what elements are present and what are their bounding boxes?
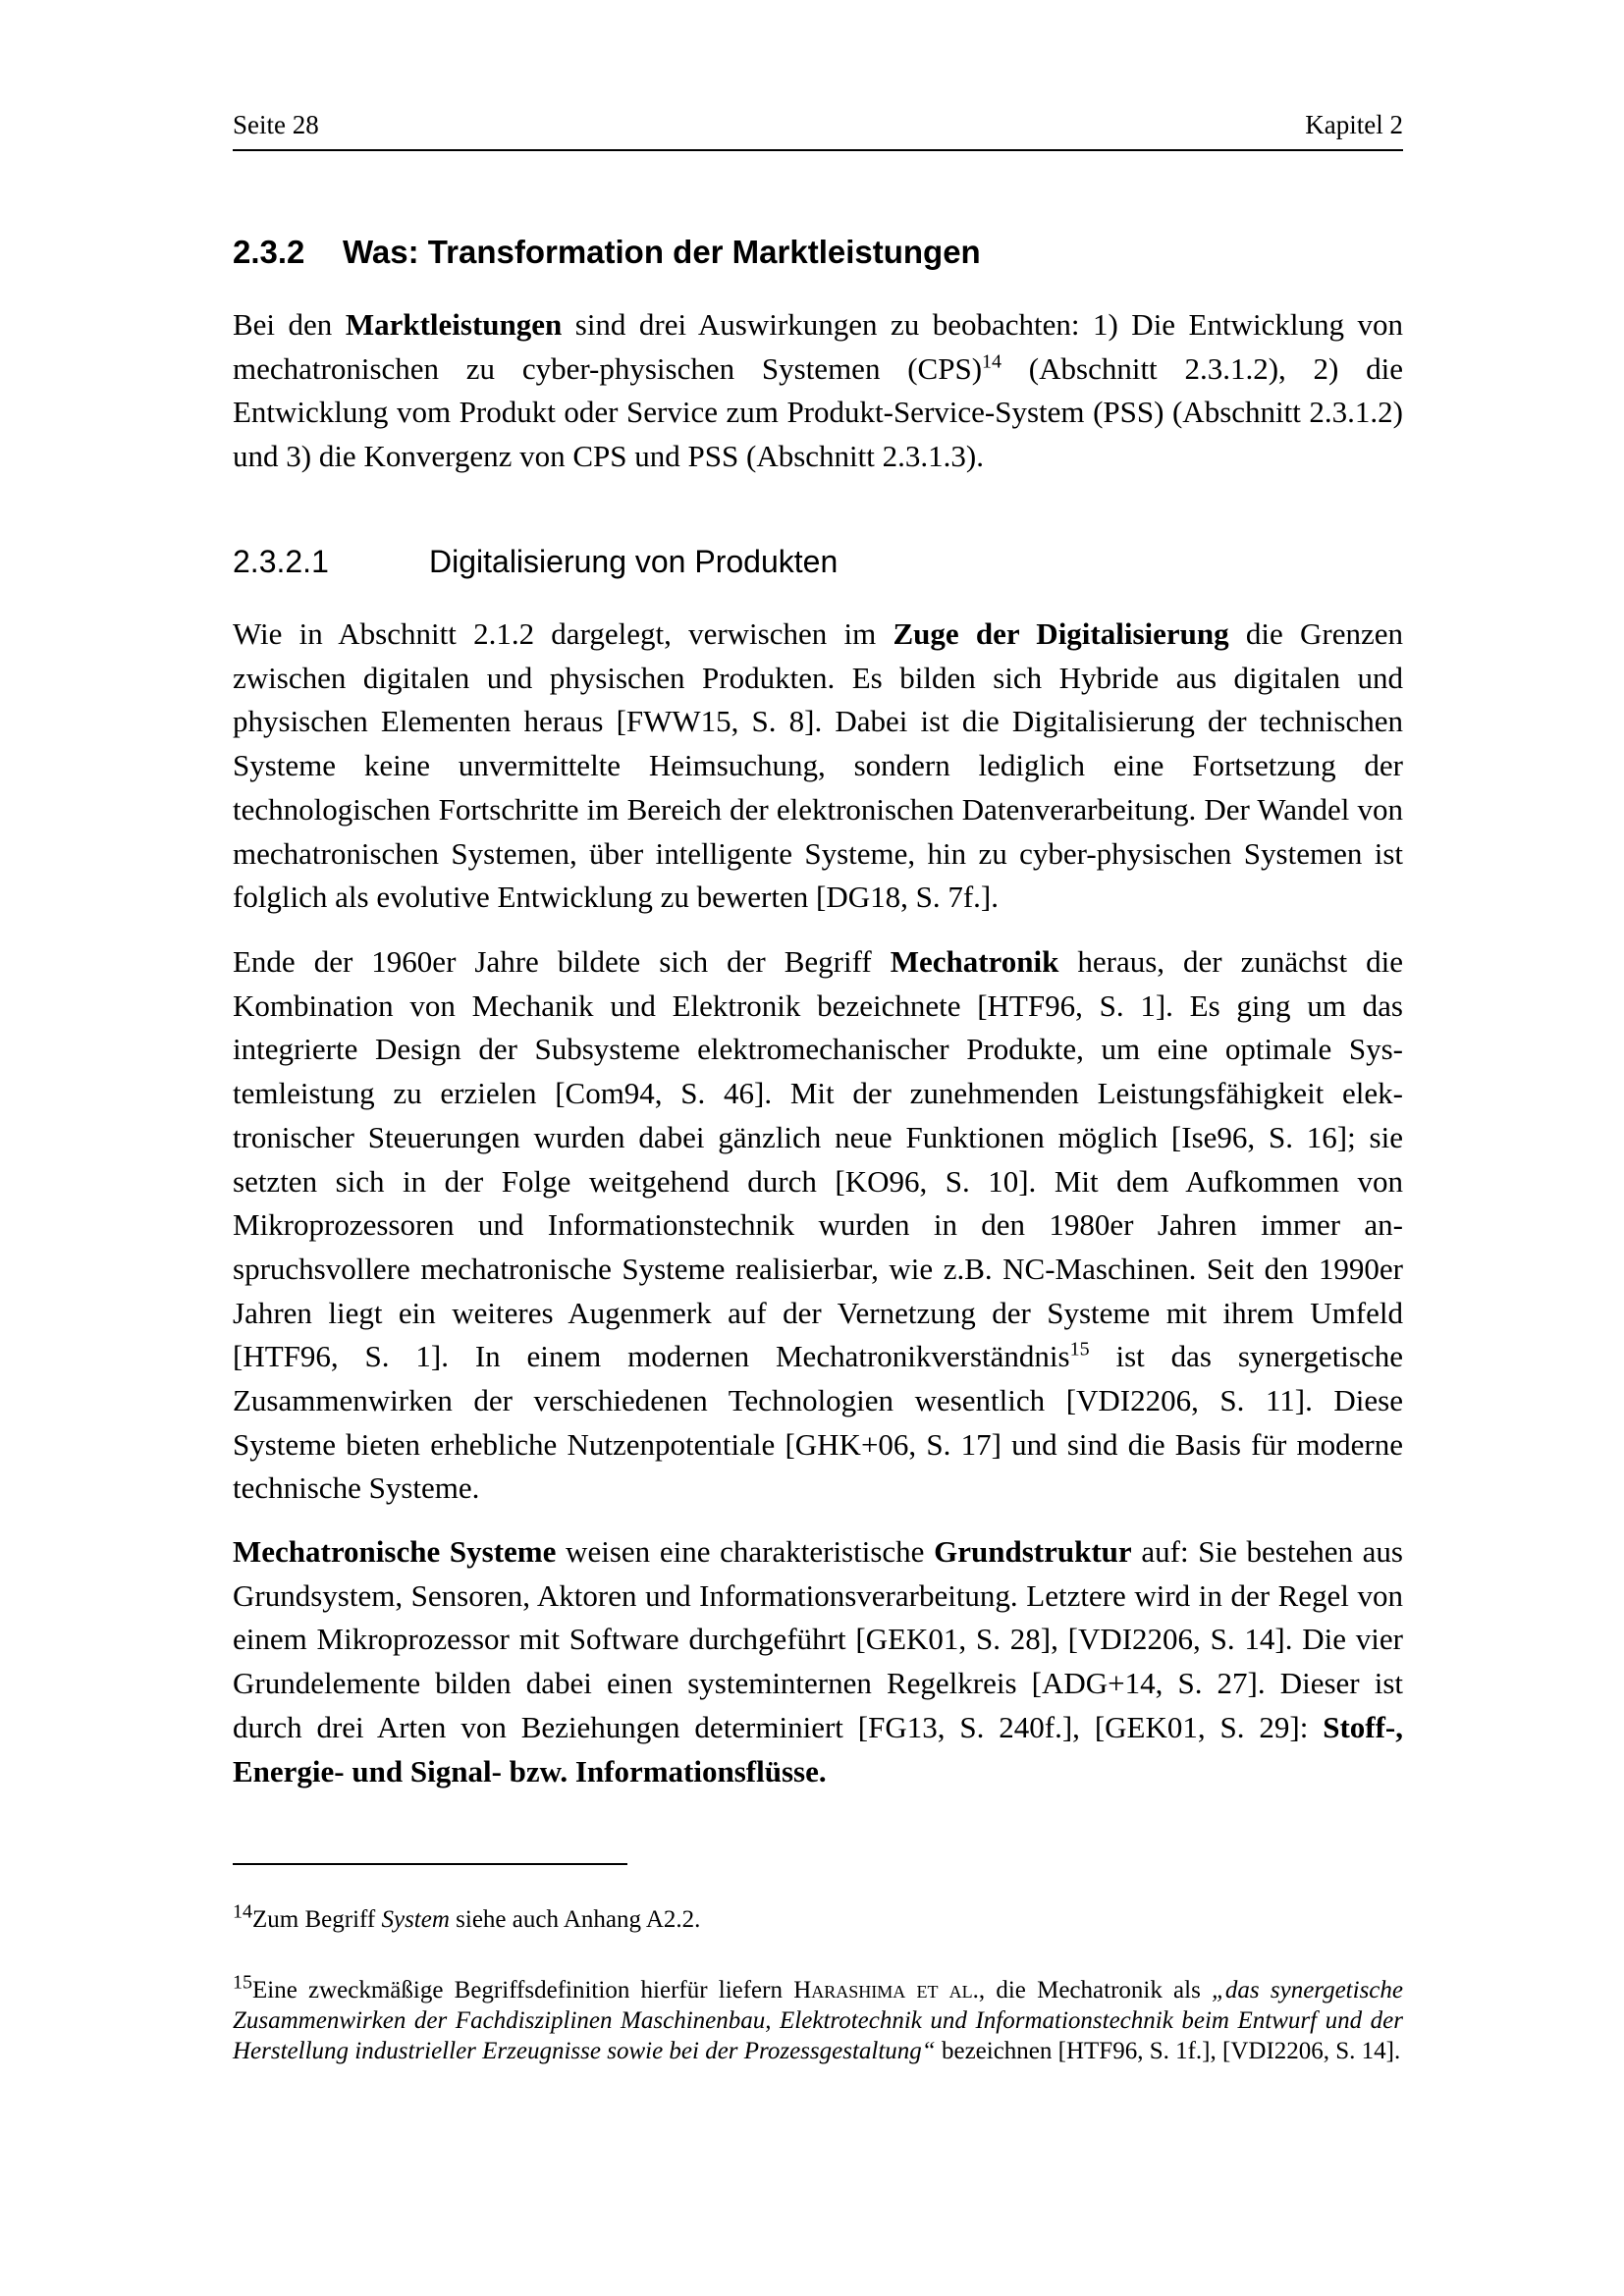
bold-term: bzw. Informationsflüsse. bbox=[509, 1753, 827, 1789]
bold-term: Stoff-, Energie- bbox=[233, 1709, 1403, 1789]
subsection-heading bbox=[233, 544, 838, 580]
footnote-mark: 15 bbox=[233, 1971, 252, 1994]
text-run: Eine zweckmäßige Begriffsdefinition hierfür liefern bbox=[252, 1977, 794, 2003]
bold-term: Marktleistungen bbox=[345, 307, 563, 342]
bold-term: Mechatronische Systeme bbox=[233, 1534, 557, 1569]
paragraph-3 bbox=[233, 940, 1403, 1511]
text-run: Wie in Abschnitt 2.1.2 dargelegt, verwischen im bbox=[233, 616, 893, 651]
text-run: auf: Sie bestehen aus Grundsystem, Sensoren, Aktoren und Informationsverarbeitung. Letztere wird in der Regel von einem Mikroprozessor mit Software durchgeführt [GEK01, S. 28], [VDI2206, S. 14]. Die vier Grundelemente bilden dabei einen systeminternen Regelkreis [ADG+14, S. 27]. Dieser ist durch drei Arten von Beziehungen determiniert [FG13, S. 240f.], [GEK01, S. 29]: bbox=[233, 1534, 1404, 1744]
subsection-title: Digitalisierung von Produkten bbox=[429, 544, 839, 579]
text-run: , die Mechatronik als bbox=[978, 1977, 1213, 2003]
footnote-ref-14[interactable]: 14 bbox=[982, 350, 1002, 373]
footnote-15 bbox=[233, 1971, 1403, 2066]
italic-quote: „das synergetische Zusammenwirken der Fachdisziplinen Maschinenbau, Elektrotechnik und Informationstechnik beim Entwurf und der Herstellung industrieller Erzeugnisse sowie bei der Prozessgestaltung“ bbox=[233, 1977, 1403, 2064]
text-run: Bei den bbox=[233, 307, 346, 342]
text-run: Ende der 1960er Jahre bildete sich der Begriff bbox=[233, 944, 891, 979]
paragraph-2 bbox=[233, 613, 1403, 920]
text-run: (Abschnitt 2.3.1.2), 2) die Entwicklung vom Produkt oder Service zum Produkt-Service-System (PSS) (Abschnitt 2.3.1.2) und 3) die Konvergenz von CPS und PSS (Abschnitt 2.3.1.3). bbox=[233, 350, 1403, 474]
text-run: bezeichnen [HTF96, S. 1f.], [VDI2206, S. 14]. bbox=[935, 2038, 1401, 2064]
bold-term: Mechatronik bbox=[890, 944, 1059, 979]
bold-term: Zuge der Digitalisierung bbox=[893, 616, 1229, 651]
running-header bbox=[233, 110, 1403, 151]
footnote-divider bbox=[233, 1863, 627, 1865]
author-name: Harashima et al. bbox=[793, 1977, 979, 2003]
text-run: die Grenzen zwischen digitalen und physischen Produkten. Es bilden sich Hybride aus digitalen und physischen Elementen heraus [FWW15, S. 8]. Dabei ist die Digitalisierung der technischen Systeme keine unvermittelte Heimsuchung, sondern lediglich eine Fortsetzung der technologischen Fortschritte im Bereich der elektronischen Datenverarbeitung. Der Wandel von mechatronischen Systemen, über intelligente Systeme, hin zu cyber-physischen Systemen ist folglich als evolutive Entwicklung zu bewerten [DG18, S. 7f.]. bbox=[233, 616, 1403, 915]
footnote-mark: 14 bbox=[233, 1900, 252, 1923]
section-number: 2.3.2 bbox=[233, 234, 305, 270]
bold-term: und Signal- bbox=[352, 1753, 502, 1789]
footnote-ref-15[interactable]: 15 bbox=[1069, 1339, 1090, 1361]
text-run: Zum Begriff bbox=[252, 1906, 382, 1933]
chapter-label: Kapitel 2 bbox=[1305, 110, 1403, 139]
text-run: weisen eine charakteristische bbox=[556, 1534, 935, 1569]
section-title: Was: Transformation der Marktleistungen bbox=[343, 234, 981, 270]
text-run: ist das synergetische Zusammenwirken der verschiedenen Technologien wesentlich [VDI2206, S. 11]. Diese Systeme bieten erhebliche Nutzenpotentiale [GHK+06, S. 17] und sind die Basis für moderne technische Systeme. bbox=[233, 1339, 1403, 1506]
italic-term: System bbox=[381, 1906, 450, 1933]
text-run: sind drei Auswirkungen zu beobachten: 1) Die Entwicklung von mechatronischen zu cyber-physischen Systemen (CPS) bbox=[233, 307, 1403, 386]
page-number: Seite 28 bbox=[233, 110, 319, 139]
text-run: heraus, der zunächst die Kombination von Mechanik und Elektronik bezeichnete [HTF96, S. 1]. Es ging um das integrierte Design der Subsysteme elektromechanischer Produkte, um eine optimale Systemleistung zu erzielen [Com94, S. 46]. Mit der zunehmenden Leistungsfähigkeit elektronischer Steuerungen wurden dabei gänzlich neue Funktionen möglich [Ise96, S. 16]; sie setzten sich in der Folge weitgehend durch [KO96, S. 10]. Mit dem Aufkommen von Mikroprozessoren und Informationstechnik wurden in den 1980er Jahren immer anspruchsvollere mechatronische Systeme realisierbar, wie z.B. NC-Maschinen. Seit den 1990er Jahren liegt ein weiteres Augenmerk auf der Vernetzung der Systeme mit ihrem Umfeld [HTF96, S. 1]. In einem modernen Mechatronikverständnis bbox=[233, 944, 1403, 1374]
footnote-14 bbox=[233, 1900, 1403, 1935]
bold-term: Grundstruktur bbox=[934, 1534, 1132, 1569]
text-run: siehe auch Anhang A2.2. bbox=[449, 1906, 701, 1933]
subsection-number: 2.3.2.1 bbox=[233, 544, 329, 579]
paragraph-1 bbox=[233, 303, 1403, 479]
paragraph-4 bbox=[233, 1530, 1403, 1793]
section-heading bbox=[233, 234, 981, 271]
text-run bbox=[502, 1754, 510, 1789]
